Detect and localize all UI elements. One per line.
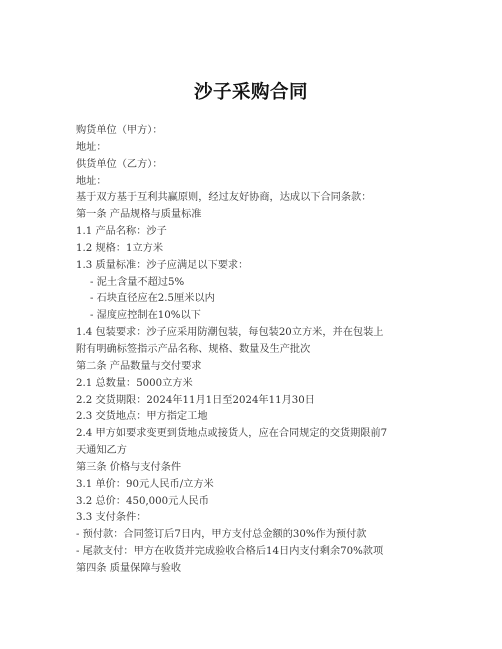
contract-line: 基于双方基于互利共赢原则，经过友好协商，达成以下合同条款： bbox=[76, 192, 372, 204]
document-title: 沙子采购合同 bbox=[193, 82, 308, 103]
contract-line: 3.2 总价：450,000元人民币 bbox=[76, 495, 209, 507]
contract-line: 购货单位（甲方）： bbox=[76, 125, 163, 136]
contract-line: 1.3 质量标准：沙子应满足以下要求： bbox=[76, 259, 249, 271]
contract-line: - 预付款：合同签订后7日内，甲方支付总金额的30%作为预付款 bbox=[76, 529, 367, 541]
contract-line: 第一条 产品规格与质量标准 bbox=[76, 209, 202, 221]
contract-line: - 石块直径应在2.5厘米以内 bbox=[90, 293, 215, 305]
contract-line: 2.2 交货期限：2024年11月1日至2024年11月30日 bbox=[76, 394, 315, 406]
contract-line: - 湿度应控制在10%以下 bbox=[90, 310, 201, 322]
contract-line: 地址： bbox=[76, 141, 107, 153]
contract-line: 1.1 产品名称：沙子 bbox=[76, 226, 167, 238]
contract-line: 第三条 价格与支付条件 bbox=[76, 461, 182, 473]
contract-line: - 泥土含量不超过5% bbox=[90, 276, 185, 288]
contract-line: 地址： bbox=[76, 175, 107, 187]
contract-line: 3.3 支付条件： bbox=[76, 512, 147, 524]
contract-line: 1.2 规格：1立方米 bbox=[76, 242, 164, 254]
contract-line: 1.4 包装要求：沙子应采用防潮包装，每包装20立方米，并在包装上 bbox=[76, 327, 384, 339]
contract-line: 供货单位（乙方）： bbox=[76, 158, 163, 170]
contract-line: 3.1 单价：90元人民币/立方米 bbox=[76, 478, 214, 490]
contract-line: 2.3 交货地点：甲方指定工地 bbox=[76, 411, 208, 423]
contract-line: 2.4 甲方如要求变更到货地点或接货人，应在合同规定的交货期限前7 bbox=[76, 428, 388, 440]
contract-body bbox=[76, 123, 436, 578]
contract-line: 附有明确标签指示产品名称、规格、数量及生产批次 bbox=[76, 343, 311, 355]
contract-line: 第四条 质量保障与验收 bbox=[76, 562, 182, 574]
contract-line: 2.1 总数量：5000立方米 bbox=[76, 377, 193, 389]
contract-line: 天通知乙方 bbox=[76, 445, 127, 457]
contract-line: - 尾款支付：甲方在收货并完成验收合格后14日内支付剩余70%款项 bbox=[76, 546, 384, 558]
contract-line: 第二条 产品数量与交付要求 bbox=[76, 360, 202, 372]
